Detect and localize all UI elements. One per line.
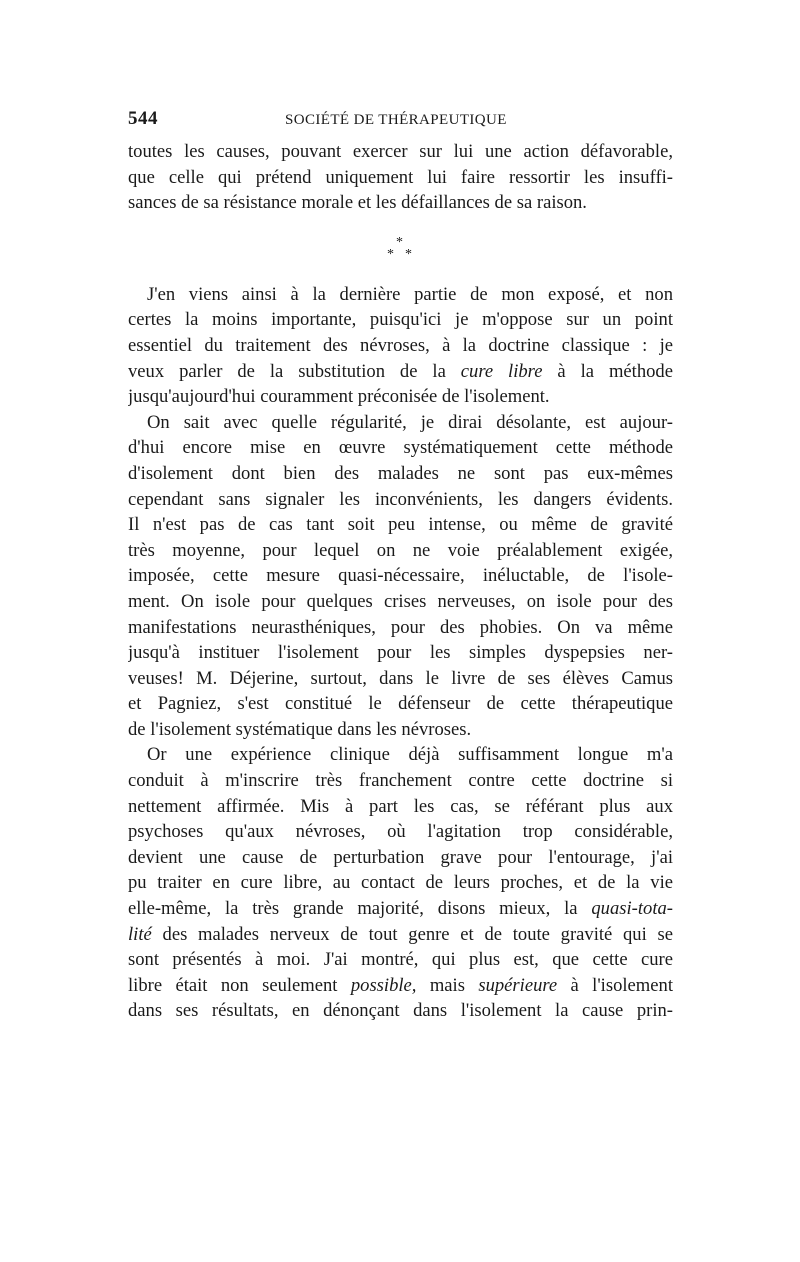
asterisk-glyph: *	[387, 246, 394, 262]
text-run: elle-même, la très grande majorité, disons mieux, la	[128, 898, 578, 920]
italic-term: lité	[128, 923, 152, 945]
section-asterism	[128, 218, 673, 282]
text-line: jusqu'à instituer l'isolement pour les simples dyspepsies ner-	[128, 642, 673, 664]
text-line: de l'isolement systématique dans les névroses.	[128, 718, 472, 740]
text-line: devient une cause de perturbation grave pour l'entourage, j'ai	[128, 846, 673, 868]
paragraph-experience-clinique	[128, 742, 673, 1024]
text-line: ment. On isole pour quelques crises nerveuses, on isole pour des	[128, 590, 673, 612]
text-line: Il n'est pas de cas tant soit peu intense, ou même de gravité	[128, 514, 673, 536]
italic-term: supérieure	[478, 974, 558, 996]
text-line-with-italic	[128, 896, 673, 922]
text-line: pu traiter en cure libre, au contact de leurs proches, et de la vie	[128, 872, 673, 894]
paragraph-isolement	[128, 410, 673, 743]
text-line: dans ses résultats, en dénonçant dans l'isolement la cause prin-	[128, 1000, 673, 1022]
italic-term: cure libre	[460, 360, 543, 382]
text-run: libre était non seulement	[128, 974, 338, 996]
text-line: manifestations neurasthéniques, pour des phobies. On va même	[128, 616, 673, 638]
text-line: très moyenne, pour lequel on ne voie préalablement exigée,	[128, 539, 673, 561]
text-line: nettement affirmée. Mis à part les cas, se référant plus aux	[128, 795, 673, 817]
text-run: à l'isolement	[570, 974, 673, 996]
text-line: essentiel du traitement des névroses, à la doctrine classique : je	[128, 334, 673, 356]
text-line: d'hui encore mise en œuvre systématiquement cette méthode	[128, 437, 673, 459]
italic-term: possible,	[350, 974, 417, 996]
page-number: 544	[128, 108, 158, 129]
text-line: Or une expérience clinique déjà suffisamment longue m'a	[147, 744, 673, 766]
text-run: mais	[429, 974, 465, 996]
text-line: et Pagniez, s'est constitué le défenseur de cette thérapeutique	[128, 693, 673, 715]
text-line: toutes les causes, pouvant exercer sur lui une action défavorable,	[128, 141, 673, 162]
running-title: SOCIÉTÉ DE THÉRAPEUTIQUE	[285, 112, 507, 128]
text-line: imposée, cette mesure quasi-nécessaire, inéluctable, de l'isole-	[128, 565, 673, 587]
paragraph-continuation	[128, 139, 673, 216]
text-line-with-italic	[128, 922, 673, 948]
text-line: sances de sa résistance morale et les défaillances de sa raison.	[128, 192, 587, 214]
paragraph-cure-libre	[128, 282, 673, 410]
asterisk-glyph: *	[405, 246, 412, 262]
text-line: jusqu'aujourd'hui couramment préconisée de l'isolement.	[128, 386, 550, 408]
text-line: veuses! M. Déjerine, surtout, dans le livre de ses élèves Camus	[128, 667, 673, 689]
asterisk-glyph: *	[396, 234, 403, 250]
text-line: J'en viens ainsi à la dernière partie de mon exposé, et non	[147, 283, 673, 305]
running-header	[128, 108, 673, 138]
text-line: psychoses qu'aux névroses, où l'agitation trop considérable,	[128, 821, 673, 843]
text-line: cependant sans signaler les inconvénients, les dangers évidents.	[128, 488, 673, 510]
text-run: à la méthode	[557, 360, 673, 382]
book-page	[128, 108, 673, 1024]
text-line: certes la moins importante, puisqu'ici je m'oppose sur un point	[128, 309, 673, 331]
text-line: d'isolement dont bien des malades ne sont pas eux-mêmes	[128, 462, 673, 484]
italic-term: quasi-tota-	[591, 898, 673, 920]
text-line-with-italic	[128, 973, 673, 999]
text-run: veux parler de la substitution de la	[128, 360, 446, 382]
text-line: que celle qui prétend uniquement lui faire ressortir les insuffi-	[128, 166, 673, 188]
text-line: conduit à m'inscrire très franchement contre cette doctrine si	[128, 770, 673, 792]
text-line: sont présentés à moi. J'ai montré, qui plus est, que cette cure	[128, 949, 673, 971]
text-line: On sait avec quelle régularité, je dirai désolante, est aujour-	[147, 411, 673, 433]
text-line-with-italic	[128, 359, 673, 385]
text-run: des malades nerveux de tout genre et de toute gravité qui se	[162, 923, 673, 945]
